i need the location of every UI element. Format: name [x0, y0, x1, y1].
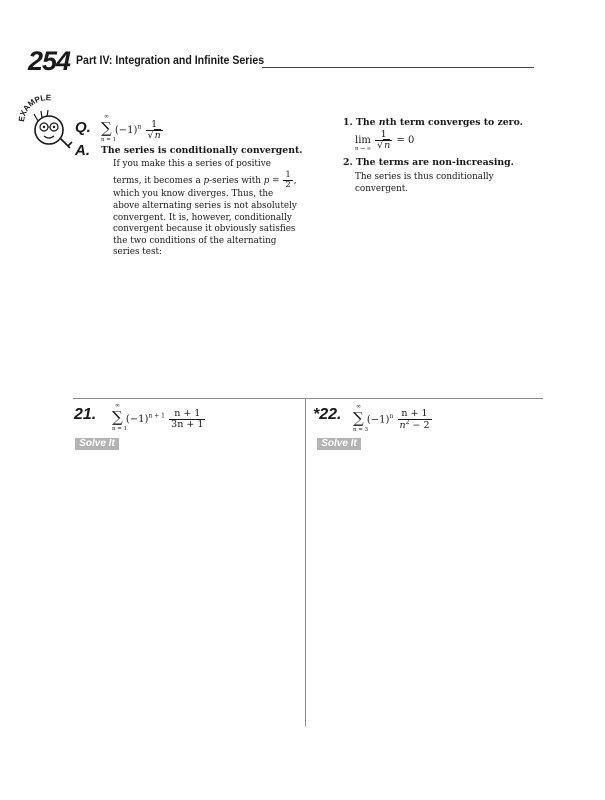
conclusion-text: The series is thus conditionally convergent. [355, 172, 494, 194]
header-rule [262, 67, 534, 68]
example-question-expression: ∞ ∑ n = 1 $(-1)^n$ $\frac{1}{√n}$ [101, 112, 161, 144]
answer-paragraph: If you make this a series of positive terms, it becomes a p-series with p = $\frac{1}{2}$ , which you know diverges. Thus, the above alternating series is not absolutely convergent. It is, however, conditionally convergent because it obviously satisfies the two conditions of the alternating series test: [113, 159, 297, 258]
page-number: 254 [28, 46, 71, 76]
step-1: 1. The nth term converges to zero. [343, 117, 523, 128]
horizontal-divider [73, 398, 543, 399]
problem-22-solve-it-label: Solve It [317, 438, 361, 450]
problem-21-number: 21. [74, 406, 97, 423]
problem-22-number: *22. [313, 406, 342, 423]
problem-21-expression: ∞ ∑ n = 1 $(-1)^{n + 1}$ $\frac{n + 1}{3n + 1}$ [112, 401, 204, 433]
question-label: Q. [75, 119, 91, 136]
example-badge-icon [16, 92, 78, 154]
example-badge-text: EXAMPLE [16, 93, 52, 123]
problem-21-solve-it-label: Solve It [75, 438, 119, 450]
problem-22-expression: ∞ ∑ n = 3 $(-1)^n$ $\frac{n + 1}{n^2 - 2}$ [353, 402, 430, 434]
step-2: 2. The terms are non-increasing. [343, 157, 514, 168]
vertical-divider [305, 398, 306, 726]
answer-label: A. [75, 142, 90, 159]
answer-headline: The series is conditionally convergent. [101, 145, 303, 156]
limit-expression: lim n → ∞ $\frac{1}{√n}$ = 0 [355, 129, 415, 152]
part-title: Part IV: Integration and Infinite Series [76, 55, 265, 67]
sigma-symbol: ∞ ∑ n = 1 [101, 112, 117, 144]
